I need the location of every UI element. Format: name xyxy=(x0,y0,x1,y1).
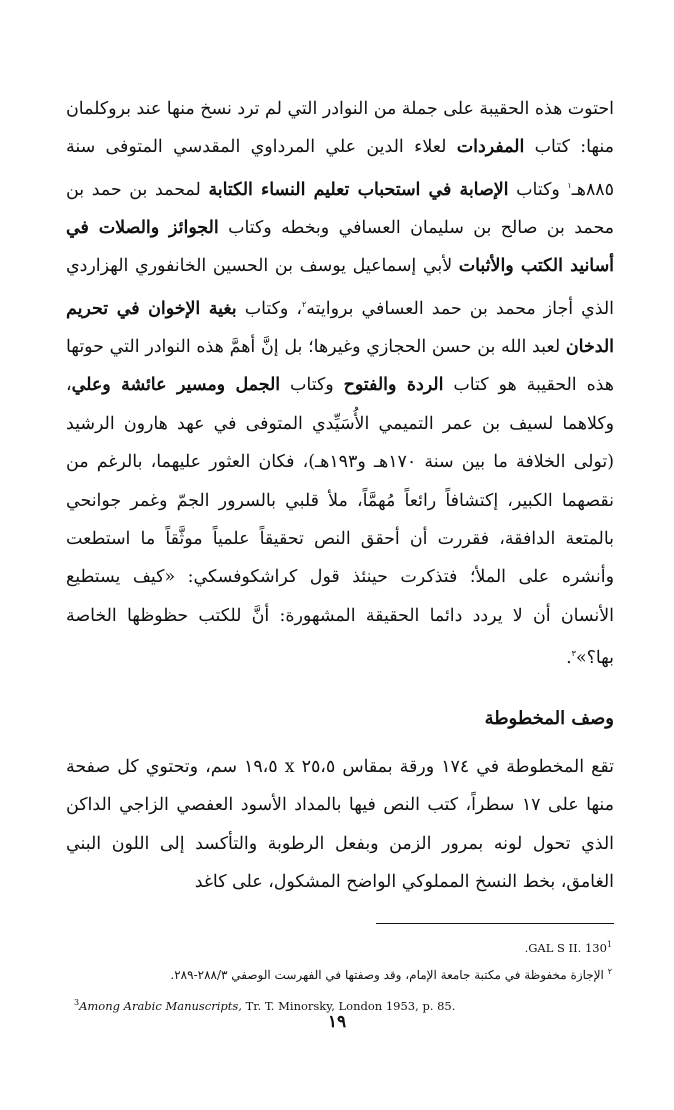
text-run: لمحمد بن حمد بن محمد بن صالح بن سليمان العسافي وبخطه وكتاب xyxy=(66,179,614,239)
bold-title: بغية الإخوان في تحريم الدخان xyxy=(66,298,614,358)
footnote-reference: ٣ xyxy=(571,649,576,659)
body-paragraph xyxy=(66,90,614,677)
footnote-2 xyxy=(170,967,612,982)
bold-title: الإصابة في استحباب تعليم النساء الكتابة xyxy=(208,179,509,200)
footnote-3-rest: Tr. T. Minorsky, London 1953, p. 85. xyxy=(241,998,456,1013)
text-run: لأبي إسماعيل يوسف بن الحسين الخانفوري الهزاردي الذي أجاز محمد بن حمد العسافي بروايته xyxy=(66,256,615,319)
bold-title: الردة والفتوح xyxy=(343,375,444,396)
bold-title: المفردات xyxy=(456,137,525,158)
footnote-3 xyxy=(74,998,455,1013)
page-number: ١٩ xyxy=(327,1012,347,1032)
section-heading: وصف المخطوطة xyxy=(484,708,614,729)
footnote-divider xyxy=(376,923,614,924)
text-run: . xyxy=(566,648,572,669)
footnote-3-marker: 3 xyxy=(74,998,80,1007)
footnote-1-marker: 1 xyxy=(606,940,612,949)
text-run: لعبد الله بن حسن الحجازي وغيرها؛ بل إنَّ أهمَّ هذه النوادر التي حوتها هذه الحقيبة هو كتاب xyxy=(66,337,614,396)
footnote-3-title: Among Arabic Manuscripts, xyxy=(79,998,242,1013)
footnote-2-marker: ٢ xyxy=(607,967,612,976)
footnote-1-text: .GAL S II. 130 xyxy=(524,940,607,955)
text-run: وكتاب xyxy=(280,375,344,396)
bold-title: الجمل ومسير عائشة وعلي xyxy=(71,375,281,396)
footnote-reference: ١ xyxy=(567,180,572,190)
text-run: وكتاب xyxy=(508,179,568,200)
footnote-reference: ٢ xyxy=(302,299,307,309)
text-run: احتوت هذه الحقيبة على جملة من النوادر التي لم ترد نسخ منها عند بروكلمان منها: كتاب xyxy=(66,99,614,158)
text-run: لعلاء الدين علي المرداوي المقدسي المتوفى سنة ٨٨٥هـ xyxy=(66,137,614,200)
footnote-2-text: الإجازة مخفوظة في مكتبة جامعة الإمام، وقد وصفتها في الفهرست الوصفي ٢٨٨/٣-٢٨٩. xyxy=(170,968,604,982)
text-run: ، وكتاب xyxy=(236,298,303,319)
bold-title: الجوائز والصلات في أسانيد الكتب والأثبات xyxy=(66,218,614,277)
section-paragraph: تقع المخطوطة في ١٧٤ ورقة بمقاس ٢٥،٥ x ١٩،٥ سم، وتحتوي كل صفحة منها على ١٧ سطراً، كتب النص فيها بالمداد الأسود العفصي الزاجي الداكن الذي تحول لونه بمرور الزمن وبفعل الرطوبة والتأكسد إلى اللون البني الغامق، بخط النسخ المملوكي الواضح المشكول، على كاغد xyxy=(66,757,615,893)
text-run: ، وكلاهما لسيف بن عمر التميمي الأُسَيِّدي المتوفى في عهد هارون الرشيد (تولى الخلافة ما بين سنة ١٧٠هـ و١٩٣هـ)، فكان العثور عليهما، بالرغم من نقصهما الكبير، إكتشافاً رائعاً مُهمَّاً، ملأ قلبي بالسرور الجمّ وغمر جوانحي بالمتعة الدافقة، فقررت أن أحقق النص تحقيقاً علمياً موثَّقاً ما استطعت وأنشره على الملأ؛ فتذكرت حينئذ قول كراشكوفسكي: «كيف يستطيع الأنسان أن لا يردد دائما الحقيقة المشهورة: أنَّ للكتب حظوظها الخاصة بها؟» xyxy=(66,375,615,669)
footnote-1 xyxy=(525,940,612,955)
